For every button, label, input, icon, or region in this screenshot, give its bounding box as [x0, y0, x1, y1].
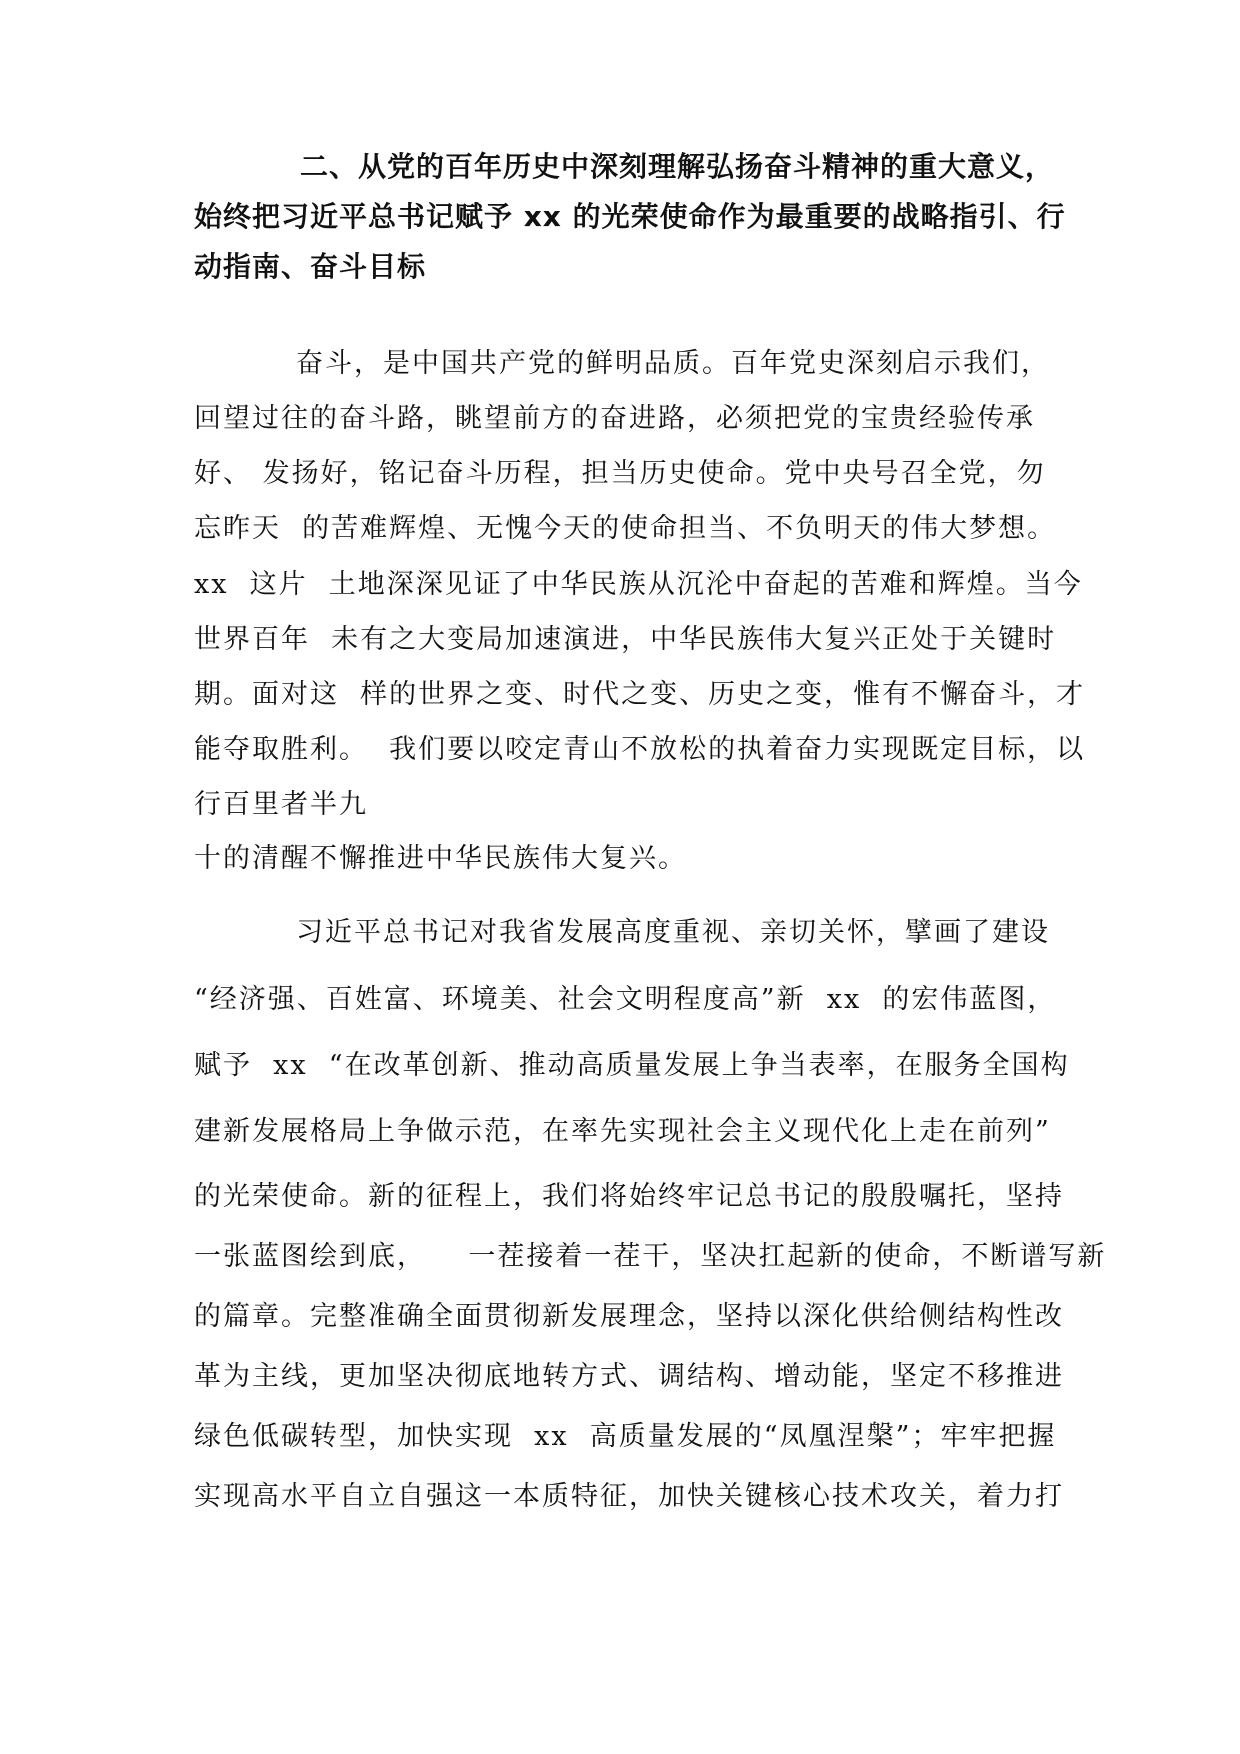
paragraph-1-line-8: 能夺取胜利。 我们要以咬定青山不放松的执着奋力实现既定目标，以 [194, 734, 1086, 765]
paragraph-2-line-5: 的光荣使命。新的征程上，我们将始终牢记总书记的殷殷嘱托，坚持 [194, 1181, 1064, 1212]
paragraph-2-line-9: 绿色低碳转型，加快实现 xx 高质量发展的“凤凰涅槃”；牢牢把握 [194, 1421, 1057, 1452]
paragraph-1-line-5: xx 这片 土地深深见证了中华民族从沉沦中奋起的苦难和辉煌。当今 [194, 569, 1083, 600]
paragraph-2-line-1: 习近平总书记对我省发展高度重视、亲切关怀，擘画了建设 [296, 917, 1050, 948]
paragraph-1-line-7: 期。面对这 样的世界之变、时代之变、历史之变，惟有不懈奋斗，才 [194, 679, 1086, 710]
paragraph-2-line-6: 一张蓝图绘到底， 一茬接着一茬干，坚决扛起新的使命，不断谱写新 [194, 1241, 1107, 1272]
paragraph-2-line-10: 实现高水平自立自强这一本质特征，加快关键核心技术攻关，着力打 [194, 1481, 1064, 1512]
paragraph-1-line-3: 好、 发扬好，铭记奋斗历程，担当历史使命。党中央号召全党，勿 [194, 458, 1046, 489]
paragraph-1-line-9: 行百里者半九 [194, 789, 368, 820]
paragraph-2-line-7: 的篇章。完整准确全面贯彻新发展理念，坚持以深化供给侧结构性改 [194, 1301, 1064, 1332]
paragraph-2-line-4: 建新发展格局上争做示范，在率先实现社会主义现代化上走在前列” [194, 1116, 1051, 1147]
paragraph-1-line-2: 回望过往的奋斗路，眺望前方的奋进路，必须把党的宝贵经验传承 [194, 403, 1035, 434]
paragraph-1-line-1: 奋斗，是中国共产党的鲜明品质。百年党史深刻启示我们， [296, 348, 1050, 379]
paragraph-1-line-6: 世界百年 未有之大变局加速演进，中华民族伟大复兴正处于关键时 [194, 624, 1057, 655]
paragraph-1-line-10: 十的清醒不懈推进中华民族伟大复兴。 [194, 843, 687, 874]
heading-line-2: 始终把习近平总书记赋予 xx 的光荣使命作为最重要的战略指引、行 [194, 200, 1066, 233]
paragraph-2-line-8: 革为主线，更加坚决彻底地转方式、调结构、增动能，坚定不移推进 [194, 1361, 1064, 1392]
heading-line-1: 二、从党的百年历史中深刻理解弘扬奋斗精神的重大意义， [300, 150, 1055, 183]
paragraph-2-line-2: “经济强、百姓富、环境美、社会文明程度高”新 xx 的宏伟蓝图， [194, 984, 1057, 1015]
paragraph-2-line-3: 赋予 xx “在改革创新、推动高质量发展上争当表率，在服务全国构 [194, 1050, 1070, 1081]
heading-line-3: 动指南、奋斗目标 [194, 250, 427, 283]
paragraph-1-line-4: 忘昨天 的苦难辉煌、无愧今天的使命担当、不负明天的伟大梦想。 [194, 513, 1057, 544]
